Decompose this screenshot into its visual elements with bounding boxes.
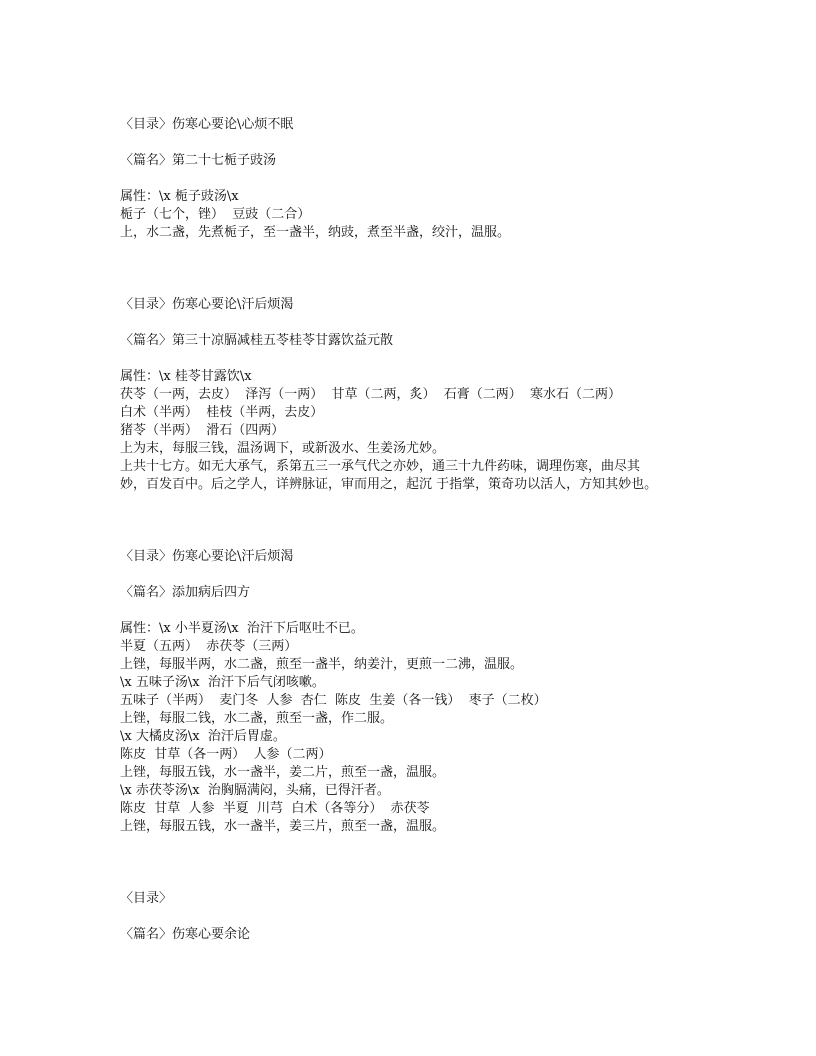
- text-line: 属性：\x 栀子豉汤\x: [120, 189, 239, 204]
- text-line: 上，水二盏，先煮栀子，至一盏半，纳豉，煮至半盏，绞汁，温服。: [120, 225, 511, 240]
- toc-heading: 〈目录〉伤寒心要论\汗后烦渴: [120, 549, 294, 564]
- text-line: 半夏（五两） 赤茯苓（三两）: [120, 639, 298, 654]
- text-line: 属性：\x 小半夏汤\x 治汗下后呕吐不已。: [120, 621, 364, 636]
- toc-heading: 〈目录〉: [120, 891, 173, 906]
- document-body: [120, 116, 720, 998]
- text-line: 上锉，每服五钱，水一盏半，姜二片，煎至一盏，温服。: [120, 765, 446, 780]
- text-line: 上锉，每服半两，水二盏，煎至一盏半，纳姜汁，更煎一二沸，温服。: [120, 657, 524, 672]
- document-section: [120, 116, 720, 242]
- text-line: \x 赤茯苓汤\x 治胸膈满闷，头痛，已得汗者。: [120, 783, 390, 798]
- text-line: 上共十七方。如无大承气，系第五三一承气代之亦妙，通三十九件药味，调理伤寒，曲尽其: [120, 459, 641, 474]
- toc-heading: 〈目录〉伤寒心要论\心烦不眠: [120, 117, 294, 132]
- text-line: \x 五味子汤\x 治汗下后气闭咳嗽。: [120, 675, 325, 690]
- text-line: 栀子（七个，锉） 豆豉（二合）: [120, 207, 311, 222]
- chapter-title: 〈篇名〉第二十七栀子豉汤: [120, 153, 277, 168]
- text-line: 五味子（半两） 麦门冬 人参 杏仁 陈皮 生姜（各一钱） 枣子（二枚）: [120, 693, 547, 708]
- text-line: 陈皮 甘草（各一两） 人参（二两）: [120, 747, 332, 762]
- text-line: 白术（半两） 桂枝（半两，去皮）: [120, 405, 324, 420]
- document-section: [120, 890, 720, 944]
- text-line: 茯苓（一两，去皮） 泽泻（一两） 甘草（二两，炙） 石膏（二两） 寒水石（二两）: [120, 387, 622, 402]
- text-line: 上为末，每服三钱，温汤调下，或新汲水、生姜汤尤妙。: [120, 441, 446, 456]
- text-line: 陈皮 甘草 人参 半夏 川芎 白术（各等分） 赤茯苓: [120, 801, 430, 816]
- text-line: \x 大橘皮汤\x 治汗后胃虚。: [120, 729, 286, 744]
- text-line: 妙，百发百中。后之学人，详辨脉证，审而用之，起沉 于指掌，策奇功以活人，方知其妙也。: [120, 477, 658, 492]
- document-section: [120, 296, 720, 494]
- text-line: 猪苓（半两） 滑石（四两）: [120, 423, 285, 438]
- toc-heading: 〈目录〉伤寒心要论\汗后烦渴: [120, 297, 294, 312]
- chapter-title: 〈篇名〉伤寒心要余论: [120, 927, 251, 942]
- chapter-title: 〈篇名〉第三十凉膈减桂五苓桂苓甘露饮益元散: [120, 333, 394, 348]
- text-line: 上锉，每服五钱，水一盏半，姜三片，煎至一盏，温服。: [120, 819, 446, 834]
- chapter-title: 〈篇名〉添加病后四方: [120, 585, 251, 600]
- document-section: [120, 548, 720, 836]
- text-line: 属性：\x 桂苓甘露饮\x: [120, 369, 252, 384]
- text-line: 上锉，每服二钱，水二盏，煎至一盏，作二服。: [120, 711, 394, 726]
